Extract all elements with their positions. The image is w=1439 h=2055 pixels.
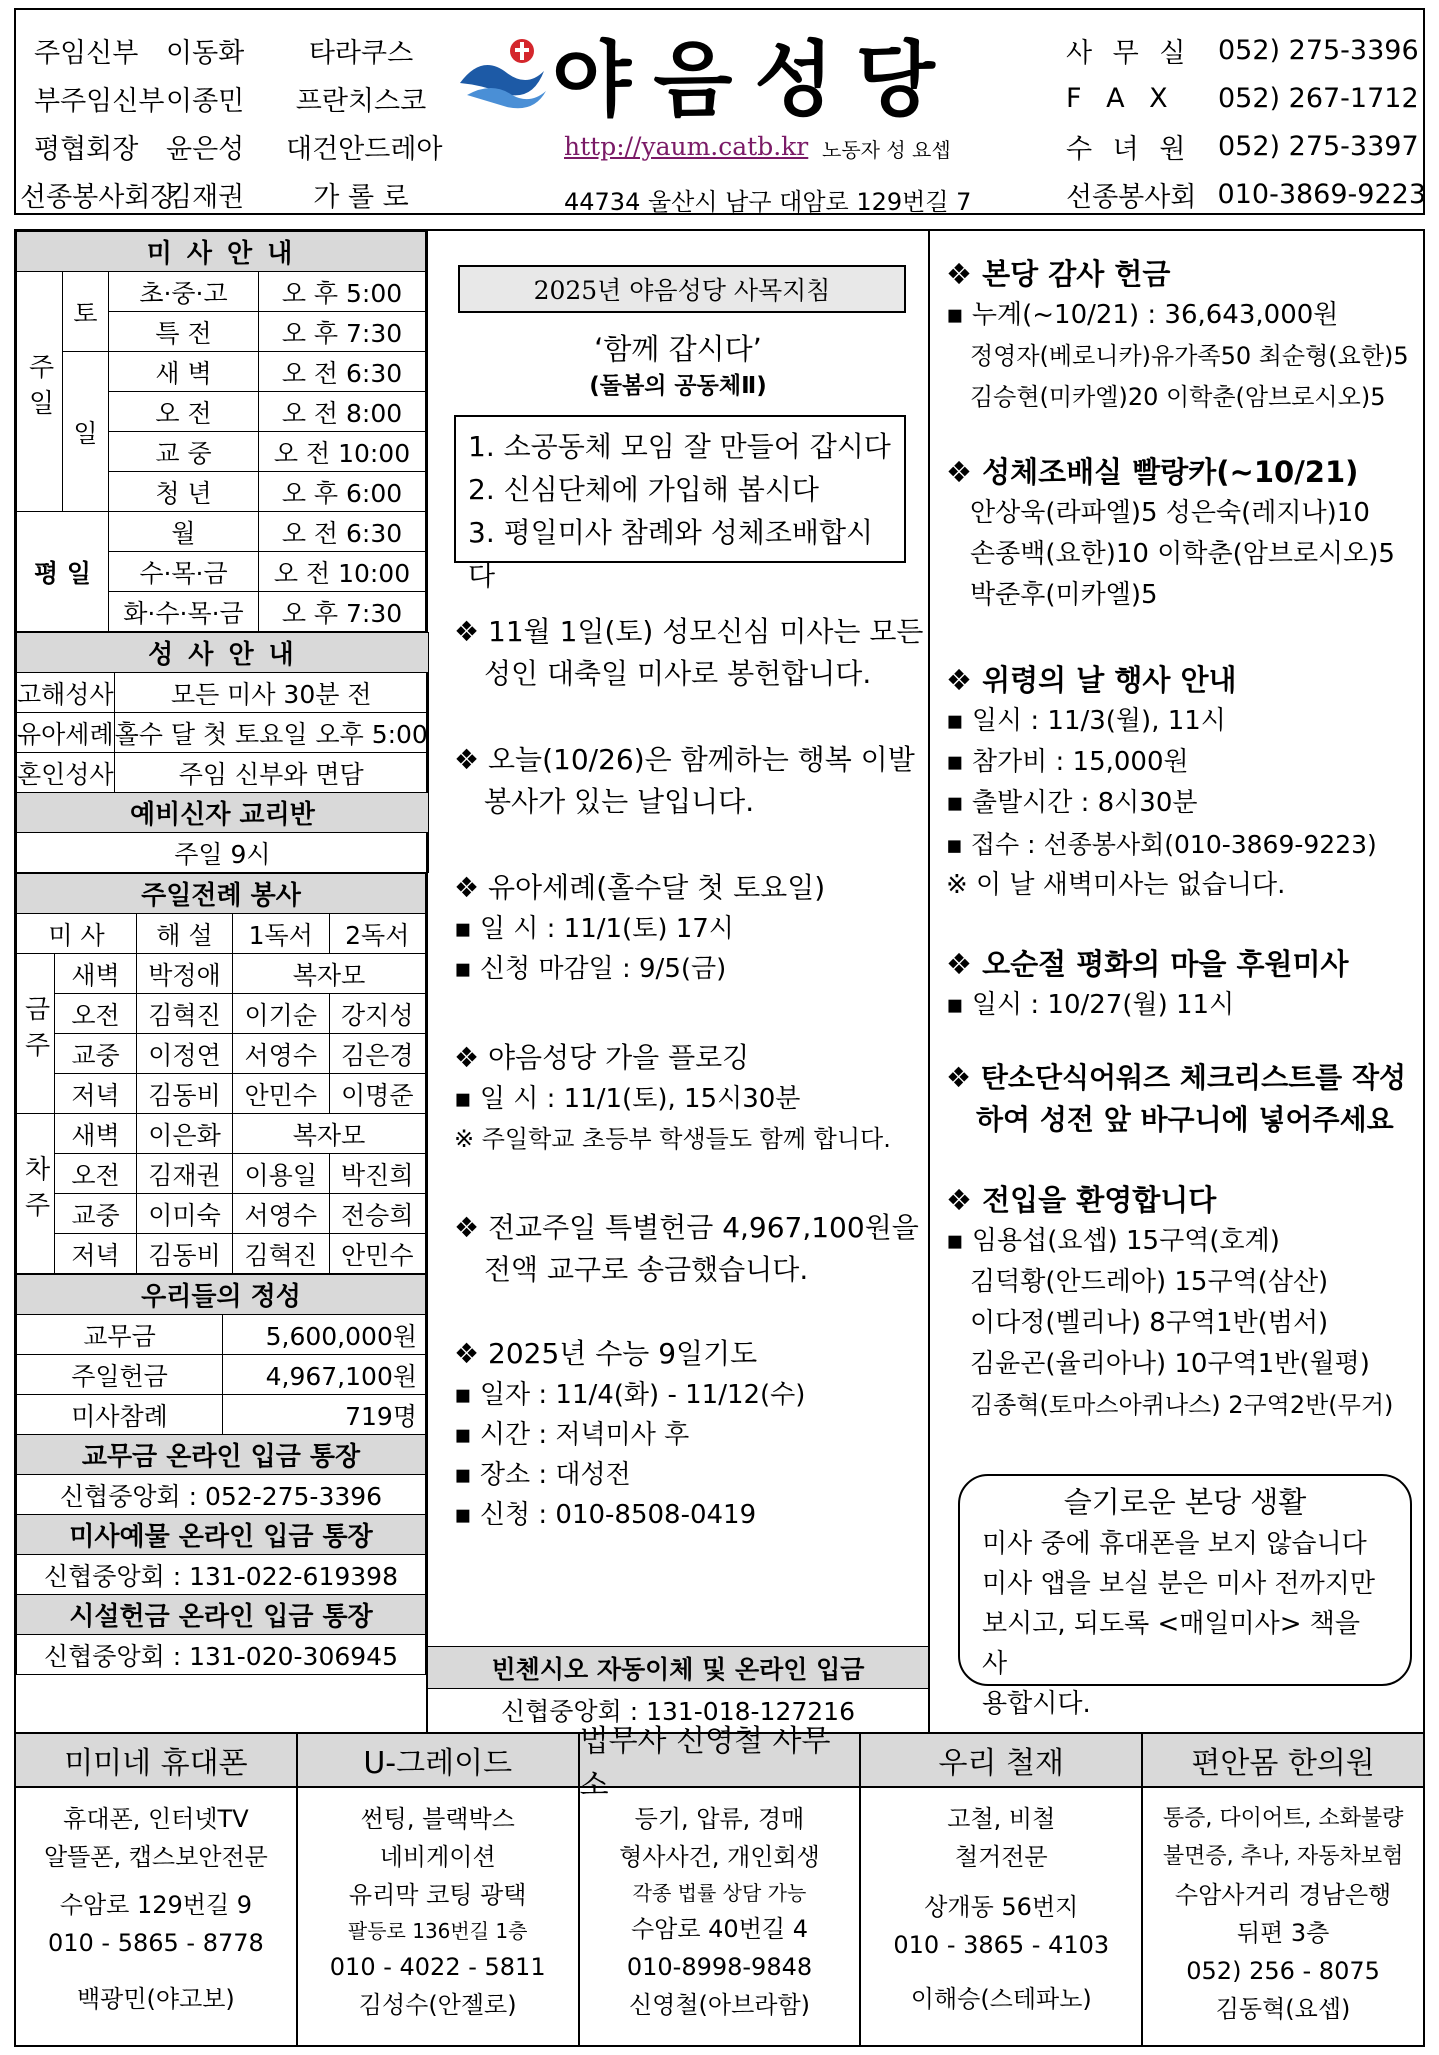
contact-row: F A X 052) 267-1712 bbox=[1066, 82, 1419, 114]
parish-address: 44734 울산시 남구 대암로 129번길 7 bbox=[564, 188, 972, 216]
notice-haircut: ❖ 오늘(10/26)은 함께하는 행복 이발 봉사가 있는 날입니다. bbox=[454, 743, 915, 818]
weekday-label: 평 일 bbox=[17, 512, 109, 632]
notice-mission-offering: ❖ 전교주일 특별헌금 4,967,100원을 전액 교구로 송금했습니다. bbox=[454, 1211, 919, 1286]
goal-item: 2. 신심단체에 가입해 봅시다 bbox=[468, 473, 819, 506]
notice-infant-baptism: ❖ 유아세례(홀수달 첫 토요일) ▪ 일 시 : 11/1(토) 17시 ▪ 신청 마감일 : 9/5(금) bbox=[454, 871, 826, 984]
clergy-row: 주임신부 이동화 타라쿠스 bbox=[34, 37, 414, 69]
contact-row: 선종봉사회 010-3869-9223 bbox=[1066, 178, 1426, 213]
vincent-box: 빈첸시오 자동이체 및 온라인 입금 신협중앙회 : 131-018-127216 bbox=[428, 1646, 928, 1731]
parish-name: 야음성당 bbox=[552, 32, 957, 128]
bulletin-header bbox=[14, 8, 1425, 215]
saturday-label: 토 bbox=[63, 272, 109, 352]
left-column bbox=[16, 231, 428, 1732]
parish-title bbox=[452, 28, 1012, 128]
notice-plogging: ❖ 야음성당 가을 플로깅 ▪ 일 시 : 11/1(토), 15시30분 ※ 주일학교 초등부 학생들도 함께 합니다. bbox=[454, 1041, 891, 1153]
adoration-offering: ❖ 성체조배실 빨랑카(~10/21) 안상욱(라파엘)5 성은숙(레지나)10 손종백(요한)10 이학춘(암브로시오)5 박준후(미카엘)5 bbox=[946, 455, 1395, 610]
patron-saint: 노동자 성 요셉 bbox=[822, 138, 951, 162]
account-number: 신협중앙회 : 131-020-306945 bbox=[17, 1635, 426, 1675]
account-number: 신협중앙회 : 131-022-619398 bbox=[17, 1555, 426, 1595]
notice-exam-prayer: ❖ 2025년 수능 9일기도 ▪ 일자 : 11/4(화) - 11/12(수) ▪ 시간 : 저녁미사 후 ▪ 장소 : 대성전 ▪ 신청 : 010-8508-0419 bbox=[454, 1337, 806, 1530]
peace-village-mass: ❖ 오순절 평화의 마을 후원미사 ▪ 일시 : 10/27(월) 11시 bbox=[946, 947, 1349, 1020]
wise-parish-life-box: 슬기로운 본당 생활 미사 중에 휴대폰을 보지 않습니다 미사 앱을 보실 분은 미사 전까지만 보시고, 되도록 <매일미사> 책을 사 용합시다. bbox=[958, 1474, 1412, 1686]
ad-car-care: U-그레이드 썬팅, 블랙박스 네비게이션 유리막 코팅 광택 팔등로 136번길 1층 010 - 4022 - 5811 김성수(안젤로) bbox=[298, 1734, 580, 2045]
ad-oriental-clinic: 편안몸 한의원 통증, 다이어트, 소화불량 불면증, 추나, 자동차보험 수암사거리 경남은행 뒤편 3층 052) 256 - 8075 김동혁(요셉) bbox=[1143, 1734, 1423, 2045]
ad-legal-office: 법무사 신영철 사무소 등기, 압류, 경매 형사사건, 개인회생 각종 법률 상담 가능 수암로 40번길 4 010-8998-9848 신영철(아브라함) bbox=[580, 1734, 862, 2045]
liturgy-roster-table: 주일전례 봉사 미 사 해 설 1독서 2독서 금주 새벽 박정애 복자모 오전 김혁진 이기순 강지성 교중 이정연 서영수 김은경 저녁 김동비 안민수 이명준 차주 새벽 이은화 복자모 오전 김재권 이용일 박진희 교중 이미숙 서영수 전승희 저녁 김동비 김혁진 안민수 bbox=[16, 873, 426, 1274]
pastoral-plan-title: 2025년 야음성당 사목지침 bbox=[458, 265, 906, 313]
ad-scrap-metal: 우리 철재 고철, 비철 철거전문 상개동 56번지 010 - 3865 - 4103 이해승(스테파노) bbox=[861, 1734, 1143, 2045]
mass-schedule-title: 미 사 안 내 bbox=[17, 232, 426, 272]
sunday-label: 주일 bbox=[17, 272, 63, 512]
carbon-fasting-notice: ❖ 탄소단식어워즈 체크리스트를 작성 하여 성전 앞 바구니에 넣어주세요 bbox=[946, 1061, 1407, 1136]
thanks-offering: ❖ 본당 감사 헌금 ▪ 누계(~10/21) : 36,643,000원 정영자(베로니카)유가족50 최순형(요한)5 김승현(미카엘)20 이학춘(암브로시오)5 bbox=[946, 257, 1409, 411]
contact-row: 사 무 실 052) 275-3396 bbox=[1066, 34, 1419, 69]
contact-row: 수 녀 원 052) 275-3397 bbox=[1066, 130, 1419, 165]
mass-schedule-table: 미 사 안 내 주일 토 초·중·고 오 후 5:00 특 전 오 후 7:30 일 새 벽 오 전 6:30 오 전 오 전 8:00 교 중 오 전 10:00 청 년 오 후 6:00 평 일 월 오 전 6:30 수·목·금 오 전 10:00 화·수·목·금 오 후 7:30 bbox=[16, 231, 426, 632]
middle-column bbox=[428, 231, 930, 1732]
account-number: 신협중앙회 : 131-018-127216 bbox=[501, 1697, 855, 1726]
right-column bbox=[930, 231, 1423, 1732]
bulletin-body bbox=[14, 229, 1425, 1734]
parish-logo-icon bbox=[452, 33, 552, 113]
clergy-row: 평협회장 윤은성 대건안드레아 bbox=[34, 133, 443, 165]
account-number: 신협중앙회 : 052-275-3396 bbox=[17, 1475, 426, 1515]
offering-table: 우리들의 정성 교무금 5,600,000원 주일헌금 4,967,100원 미사참례 719명 교무금 온라인 입금 통장 신협중앙회 : 052-275-3396 미사예물 온라인 입금 통장 신협중앙회 : 131-022-619398 시설헌금 온라인 입금 통장 신협중앙회 : 131-020-306945 bbox=[16, 1274, 426, 1675]
wise-title: 슬기로운 본당 생활 bbox=[1063, 1485, 1307, 1519]
ad-phone-shop: 미미네 휴대폰 휴대폰, 인터넷TV 알뜰폰, 캡스보안전문 수암로 129번길 9 010 - 5865 - 8778 백광민(야고보) bbox=[16, 1734, 298, 2045]
parish-website-link[interactable]: http://yaum.catb.kr bbox=[564, 132, 809, 161]
goal-item: 1. 소공동체 모임 잘 만들어 갑시다 bbox=[468, 430, 891, 463]
sacrament-table: 성 사 안 내 고해성사 모든 미사 30분 전 유아세례 홀수 달 첫 토요일 오후 5:00 혼인성사 주임 신부와 면담 예비신자 교리반 주일 9시 bbox=[16, 632, 429, 873]
pastoral-subtitle: (돌봄의 공동체Ⅱ) bbox=[589, 373, 767, 399]
clergy-row: 부주임신부 이종민 프란치스코 bbox=[34, 85, 427, 117]
clergy-row: 선종봉사회장 김재권 가 롤 로 bbox=[20, 181, 409, 213]
pastoral-motto: ‘함께 갑시다’ bbox=[594, 332, 762, 366]
clergy-list bbox=[16, 10, 443, 213]
goal-item: 3. 평일미사 참례와 성체조배합시다 bbox=[468, 516, 874, 592]
all-souls-event: ❖ 위령의 날 행사 안내 ▪ 일시 : 11/3(월), 11시 ▪ 참가비 : 15,000원 ▪ 출발시간 : 8시30분 ▪ 접수 : 선종봉사회(010-3869-9223) ※ 이 날 새벽미사는 없습니다. bbox=[946, 663, 1377, 900]
sunday-day-label: 일 bbox=[63, 352, 109, 512]
pastoral-goals bbox=[454, 415, 906, 592]
welcome-newcomers: ❖ 전입을 환영합니다 ▪ 임용섭(요셉) 15구역(호계) 김덕황(안드레아) 15구역(삼산) 이다정(벨리나) 8구역1반(범서) 김윤곤(율리아나) 10구역1반(월평) 김종혁(토마스아퀴나스) 2구역2반(무거) bbox=[946, 1183, 1394, 1419]
notice-all-saints: ❖ 11월 1일(토) 성모신심 미사는 모든 성인 대축일 미사로 봉헌합니다. bbox=[454, 615, 924, 690]
contact-list bbox=[1066, 10, 1426, 213]
advertisement-bar bbox=[14, 1724, 1425, 2047]
